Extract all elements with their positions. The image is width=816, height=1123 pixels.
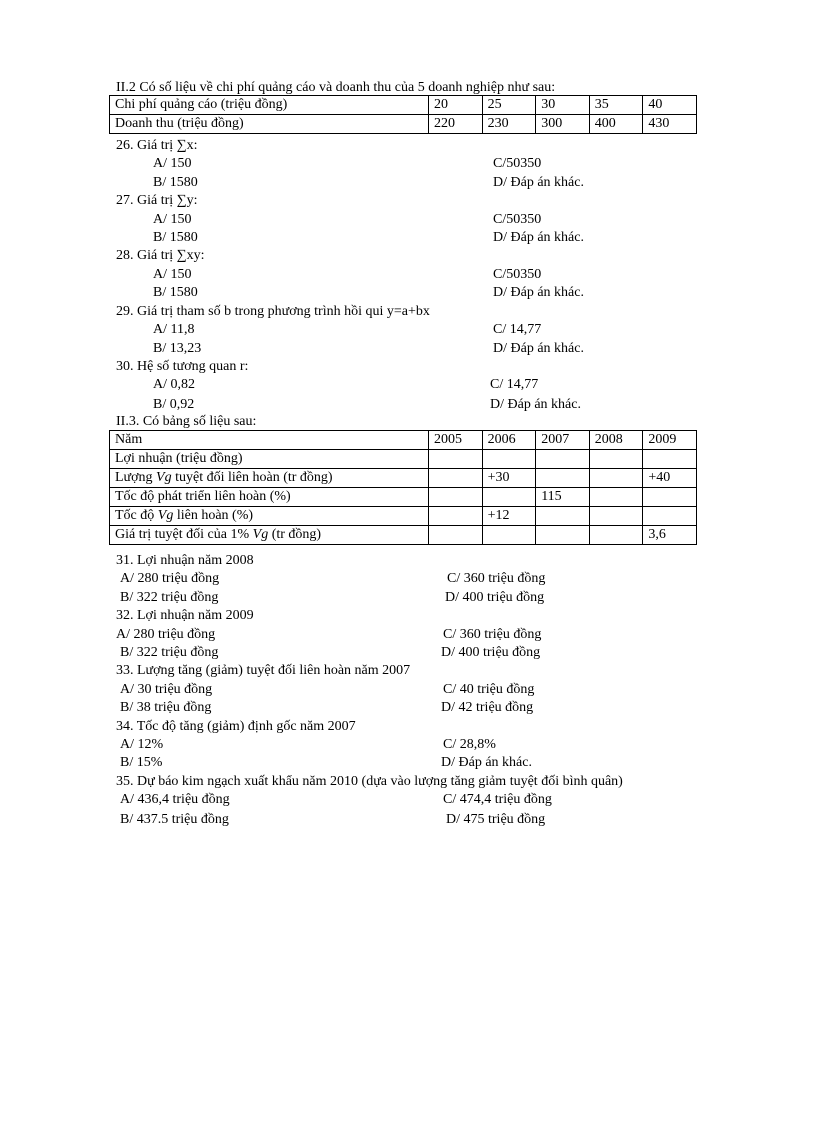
option-c: C/50350 [493, 212, 542, 227]
table-cell [643, 488, 697, 507]
option-b: B/ 15% [120, 755, 163, 770]
table-cell [536, 526, 590, 545]
table-cell: 35 [589, 96, 643, 115]
option-a: A/ 0,82 [153, 377, 195, 392]
table-cell: 2005 [429, 431, 483, 450]
table-cell [589, 450, 643, 469]
table-cell [429, 450, 483, 469]
option-d: D/ 42 triệu đồng [441, 700, 534, 715]
option-d: D/ Đáp án khác. [493, 341, 584, 356]
option-a: A/ 12% [120, 737, 164, 752]
option-c: C/50350 [493, 156, 542, 171]
table-cell: 3,6 [643, 526, 697, 545]
table-cell: +40 [643, 469, 697, 488]
option-c: C/ 360 triệu đồng [447, 571, 546, 586]
table-row [110, 115, 697, 134]
table-cell [643, 507, 697, 526]
table-cell: 220 [429, 115, 483, 134]
table-cell: Giá trị tuyệt đối của 1% Vg (tr đồng) [110, 526, 429, 545]
question-title: 33. Lượng tăng (giảm) tuyệt đối liên hoàn năm 2007 [116, 663, 411, 678]
question-title: 31. Lợi nhuận năm 2008 [116, 553, 254, 568]
section-heading-3: II.3. Có bảng số liệu sau: [116, 414, 257, 429]
cost-revenue-table [109, 95, 697, 134]
table-cell: 300 [536, 115, 590, 134]
table-row [110, 450, 697, 469]
table-cell: 400 [589, 115, 643, 134]
table-cell [589, 488, 643, 507]
table-cell: 25 [482, 96, 536, 115]
option-c: C/50350 [493, 267, 542, 282]
question-title: 35. Dự báo kim ngạch xuất khẩu năm 2010 (dựa vào lượng tăng giảm tuyệt đối bình quân) [116, 774, 623, 789]
table-cell [429, 488, 483, 507]
table-cell [589, 507, 643, 526]
table-cell [482, 488, 536, 507]
option-b: B/ 38 triệu đồng [120, 700, 212, 715]
option-b: B/ 0,92 [153, 397, 195, 412]
option-d: D/ Đáp án khác. [493, 285, 584, 300]
table-cell: Lượng Vg tuyệt đối liên hoàn (tr đồng) [110, 469, 429, 488]
option-c: C/ 360 triệu đồng [443, 627, 542, 642]
table-cell [536, 450, 590, 469]
option-a: A/ 150 [153, 156, 192, 171]
option-d: D/ 400 triệu đồng [445, 590, 545, 605]
table-cell: 40 [643, 96, 697, 115]
option-b: B/ 1580 [153, 230, 198, 245]
table-cell: 20 [429, 96, 483, 115]
question-title: 28. Giá trị ∑xy: [116, 248, 205, 263]
table-cell: 2006 [482, 431, 536, 450]
option-a: A/ 150 [153, 212, 192, 227]
table-cell: Tốc độ phát triển liên hoàn (%) [110, 488, 429, 507]
table-cell: Tốc độ Vg liên hoàn (%) [110, 507, 429, 526]
option-c: C/ 40 triệu đồng [443, 682, 535, 697]
option-b: B/ 1580 [153, 285, 198, 300]
table-cell [482, 450, 536, 469]
question-title: 26. Giá trị ∑x: [116, 138, 198, 153]
table-cell [429, 469, 483, 488]
table-cell: 230 [482, 115, 536, 134]
table-cell: Doanh thu (triệu đồng) [110, 115, 429, 134]
option-b: B/ 13,23 [153, 341, 202, 356]
option-a: A/ 11,8 [153, 322, 195, 337]
option-d: D/ Đáp án khác. [493, 175, 584, 190]
table-cell: 2008 [589, 431, 643, 450]
table-cell: +30 [482, 469, 536, 488]
option-a: A/ 30 triệu đồng [120, 682, 213, 697]
option-d: D/ Đáp án khác. [493, 230, 584, 245]
option-a: A/ 280 triệu đồng [116, 627, 216, 642]
option-a: A/ 280 triệu đồng [120, 571, 220, 586]
option-b: B/ 322 triệu đồng [120, 645, 219, 660]
option-d: D/ Đáp án khác. [490, 397, 581, 412]
table-cell: 2009 [643, 431, 697, 450]
table-cell [589, 469, 643, 488]
table-cell [429, 507, 483, 526]
table-cell: 430 [643, 115, 697, 134]
option-c: C/ 28,8% [443, 737, 496, 752]
question-title: 32. Lợi nhuận năm 2009 [116, 608, 254, 623]
table-row [110, 507, 697, 526]
option-d: D/ 475 triệu đồng [446, 812, 546, 827]
option-c: C/ 14,77 [493, 322, 542, 337]
table-row [110, 469, 697, 488]
table-cell: 2007 [536, 431, 590, 450]
table-cell [643, 450, 697, 469]
table-cell [429, 526, 483, 545]
table-row [110, 526, 697, 545]
option-a: A/ 150 [153, 267, 192, 282]
option-c: C/ 14,77 [490, 377, 539, 392]
option-d: D/ 400 triệu đồng [441, 645, 541, 660]
question-title: 29. Giá trị tham số b trong phương trình hồi qui y=a+bx [116, 304, 430, 319]
table-row [110, 431, 697, 450]
option-b: B/ 437.5 triệu đồng [120, 812, 229, 827]
table-cell [536, 507, 590, 526]
table-cell: Năm [110, 431, 429, 450]
table-cell [482, 526, 536, 545]
table-cell: 30 [536, 96, 590, 115]
table-cell: +12 [482, 507, 536, 526]
table-cell [589, 526, 643, 545]
question-title: 30. Hệ số tương quan r: [116, 359, 249, 374]
option-c: C/ 474,4 triệu đồng [443, 792, 552, 807]
question-title: 34. Tốc độ tăng (giảm) định gốc năm 2007 [116, 719, 356, 734]
table-cell: Chi phí quảng cáo (triệu đồng) [110, 96, 429, 115]
option-b: B/ 322 triệu đồng [120, 590, 219, 605]
table-row [110, 96, 697, 115]
option-b: B/ 1580 [153, 175, 198, 190]
option-a: A/ 436,4 triệu đồng [120, 792, 230, 807]
table-cell: 115 [536, 488, 590, 507]
option-d: D/ Đáp án khác. [441, 755, 532, 770]
profit-series-table [109, 430, 697, 545]
table-cell [536, 469, 590, 488]
question-title: 27. Giá trị ∑y: [116, 193, 198, 208]
table-row [110, 488, 697, 507]
section-heading-2: II.2 Có số liệu về chi phí quảng cáo và doanh thu của 5 doanh nghiệp như sau: [116, 80, 556, 95]
table-cell: Lợi nhuận (triệu đồng) [110, 450, 429, 469]
